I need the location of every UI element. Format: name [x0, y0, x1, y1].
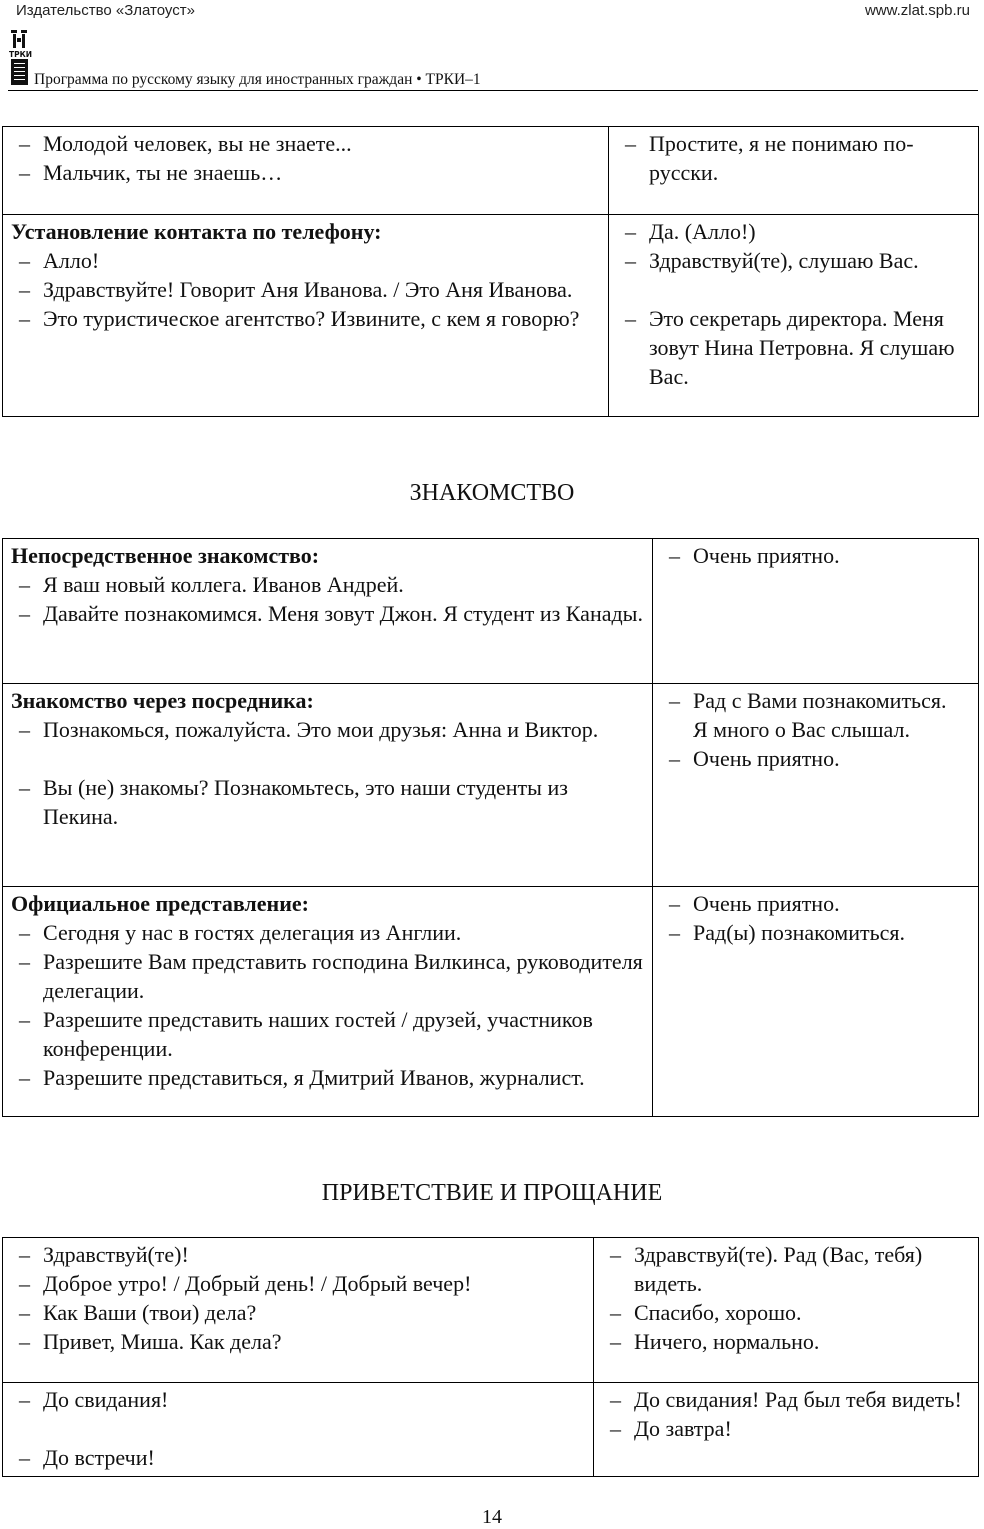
- list-item: – Это туристическое агентство? Извините, с кем я говорю?: [11, 304, 602, 333]
- list-item: Я много о Вас слышал.: [693, 717, 910, 742]
- list-item: – Доброе утро! / Добрый день! / Добрый вечер!: [11, 1269, 587, 1298]
- table-cell: [3, 215, 609, 417]
- table-cell: [3, 1383, 594, 1477]
- table-cell: [653, 684, 979, 887]
- section-title-greetings: ПРИВЕТСТВИЕ И ПРОЩАНИЕ: [321, 1180, 663, 1206]
- phrases-table-acquaintance: [2, 538, 979, 1117]
- cell-heading: Установление контакта по телефону:: [11, 219, 382, 244]
- list-item: – Я ваш новый коллега. Иванов Андрей.: [11, 570, 646, 599]
- cell-heading: Знакомство через посредника:: [11, 688, 314, 713]
- list-item: – До завтра!: [602, 1414, 972, 1443]
- list-item: – Да. (Алло!): [617, 217, 972, 246]
- table-row: [3, 215, 979, 417]
- list-item: – Разрешите представиться, я Дмитрий Иванов, журналист.: [11, 1063, 646, 1092]
- list-item: – Давайте познакомимся. Меня зовут Джон. Я студент из Канады.: [11, 599, 646, 628]
- table-row: [3, 1383, 979, 1477]
- table-row: [3, 1238, 979, 1383]
- list-item: – Ничего, нормально.: [602, 1327, 972, 1356]
- table-cell: [3, 1238, 594, 1383]
- table-cell: [653, 887, 979, 1117]
- list-item: – Это секретарь директора. Меня зовут Нина Петровна. Я слушаю Вас.: [617, 304, 972, 391]
- list-item: – Разрешите Вам представить господина Вилкинса, руководителя делегации.: [11, 947, 646, 1005]
- table-cell: [609, 215, 979, 417]
- phrases-table-contact: [2, 126, 979, 417]
- program-subtitle: Программа по русскому языку для иностранных граждан • ТРКИ–1: [34, 71, 481, 88]
- list-item: – До свидания! Рад был тебя видеть!: [602, 1385, 972, 1414]
- cell-heading: Официальное представление:: [11, 891, 309, 916]
- list-item: – Очень приятно.: [661, 744, 972, 773]
- table-row: [3, 127, 979, 215]
- list-item: – Разрешите представить наших гостей / друзей, участников конференции.: [11, 1005, 646, 1063]
- table-row: [3, 539, 979, 684]
- svg-text:ТРКИ: ТРКИ: [9, 50, 32, 59]
- publisher-name: Издательство «Златоуст»: [16, 2, 195, 19]
- table-cell: [653, 539, 979, 684]
- list-item: – Здравствуй(те)!: [11, 1240, 587, 1269]
- table-cell: [609, 127, 979, 215]
- table-cell: [3, 127, 609, 215]
- table-cell: [3, 887, 653, 1117]
- cell-heading: Непосредственное знакомство:: [11, 543, 320, 568]
- list-item: – Спасибо, хорошо.: [602, 1298, 972, 1327]
- phrases-table-greetings: [2, 1237, 979, 1477]
- table-cell: [594, 1238, 979, 1383]
- list-item: – Рад с Вами познакомиться.: [661, 686, 972, 715]
- header-rule: [8, 90, 978, 91]
- page-number: 14: [482, 1506, 502, 1528]
- list-item: – Сегодня у нас в гостях делегация из Англии.: [11, 918, 646, 947]
- list-item: – Очень приятно.: [661, 889, 972, 918]
- list-item: – Как Ваши (твои) дела?: [11, 1298, 587, 1327]
- list-item: – Простите, я не понимаю по-русски.: [617, 129, 972, 187]
- list-item: – Здравствуй(те). Рад (Вас, тебя) видеть.: [602, 1240, 972, 1298]
- table-cell: [3, 684, 653, 887]
- list-item: – Алло!: [11, 246, 602, 275]
- list-item: – Здравствуй(те), слушаю Вас.: [617, 246, 972, 275]
- list-item: – Познакомься, пожалуйста. Это мои друзья: Анна и Виктор.: [11, 715, 646, 744]
- list-item: – Молодой человек, вы не знаете...: [11, 129, 602, 158]
- table-row: [3, 684, 979, 887]
- list-item: – Рад(ы) познакомиться.: [661, 918, 972, 947]
- table-cell: [3, 539, 653, 684]
- publisher-website: www.zlat.spb.ru: [864, 2, 970, 19]
- list-item: – До свидания!: [11, 1385, 587, 1414]
- list-item: – Очень приятно.: [661, 541, 972, 570]
- table-row: [3, 887, 979, 1117]
- list-item: – Здравствуйте! Говорит Аня Иванова. / Это Аня Иванова.: [11, 275, 602, 304]
- section-title-acquaintance: ЗНАКОМСТВО: [409, 480, 575, 506]
- list-item: – Вы (не) знакомы? Познакомьтесь, это наши студенты из Пекина.: [11, 773, 646, 831]
- trki-logo: [8, 28, 32, 88]
- list-item: – Привет, Миша. Как дела?: [11, 1327, 587, 1356]
- table-cell: [594, 1383, 979, 1477]
- list-item: – До встречи!: [11, 1443, 587, 1472]
- list-item: – Мальчик, ты не знаешь…: [11, 158, 602, 187]
